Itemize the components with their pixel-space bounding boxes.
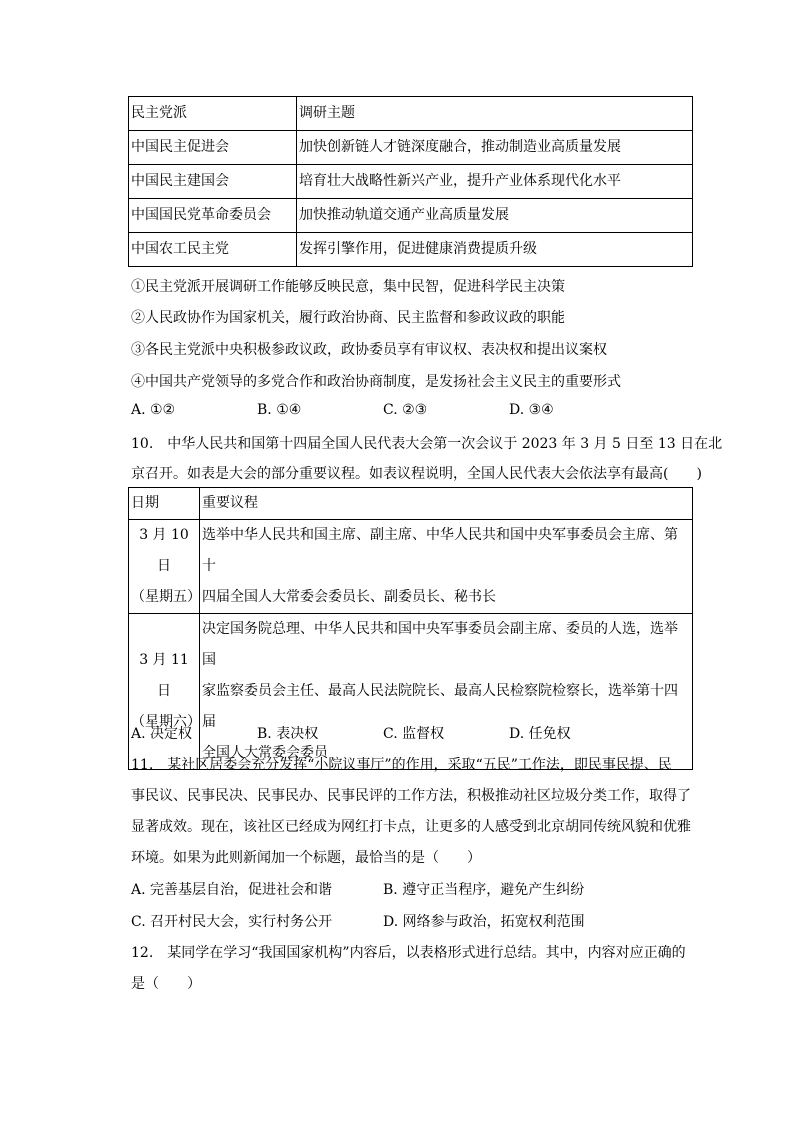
q11-option-d: D. 网络参与政治，拓宽权利范围 xyxy=(383,914,585,930)
table-cell: 中国国民党革命委员会 xyxy=(129,199,297,233)
date-text: 3 月 11 日 xyxy=(139,652,189,699)
q9-option-c: C. ②③ xyxy=(383,402,428,418)
weekday-text: （星期六） xyxy=(131,714,201,730)
q10-stem-line: 10. 中华人民共和国第十四届全国人民代表大会第一次会议于 2023 年 3 月 5 日至 13 日在北 xyxy=(131,436,723,452)
agenda-cell xyxy=(200,614,693,770)
q10-option-a: A. 决定权 xyxy=(131,726,193,742)
q11-option-c: C. 召开村民大会，实行村务公开 xyxy=(131,914,333,930)
agenda-line: 全国人大常委会委员 xyxy=(202,745,328,761)
agenda-line: 决定国务院总理、中华人民共和国中央军事委员会副主席、委员的人选，选举国 xyxy=(202,621,678,668)
table-header-row xyxy=(129,488,693,520)
q9-option-d: D. ③④ xyxy=(509,402,554,418)
table-cell: 中国农工民主党 xyxy=(129,233,297,267)
agenda-cell xyxy=(200,520,693,614)
date-text: 3 月 10 日 xyxy=(139,527,189,574)
table-cell: 中国民主建国会 xyxy=(129,165,297,199)
q9-option-b: B. ①④ xyxy=(257,402,302,418)
table-row xyxy=(129,614,693,770)
table-row xyxy=(129,520,693,614)
q11-stem-line: 环境。如果为此则新闻加一个标题，最恰当的是（ ） xyxy=(131,850,481,866)
agenda-line: 家监察委员会主任、最高人民法院院长、最高人民检察院检察长，选举第十四届 xyxy=(202,683,678,730)
q10-stem-line: 京召开。如表是大会的部分重要议程。如表议程说明，全国人民代表大会依法享有最高( ) xyxy=(131,466,702,482)
table-cell: 发挥引擎作用，促进健康消费提质升级 xyxy=(297,233,693,267)
table-header-cell: 民主党派 xyxy=(129,97,297,131)
table-header-cell: 重要议程 xyxy=(200,488,693,520)
table-row xyxy=(129,131,693,165)
q12-stem-line: 是（ ） xyxy=(131,976,201,992)
table-cell: 加快推动轨道交通产业高质量发展 xyxy=(297,199,693,233)
q10-option-b: B. 表决权 xyxy=(257,726,319,742)
statement-1: ①民主党派开展调研工作能够反映民意，集中民智，促进科学民主决策 xyxy=(131,279,565,295)
party-research-table xyxy=(128,96,693,267)
table-row xyxy=(129,199,693,233)
statement-3: ③各民主党派中央积极参政议政，政协委员享有审议权、表决权和提出议案权 xyxy=(131,342,607,358)
table-row xyxy=(129,165,693,199)
statement-4: ④中国共产党领导的多党合作和政治协商制度，是发扬社会主义民主的重要形式 xyxy=(131,374,621,390)
table-header-cell: 调研主题 xyxy=(297,97,693,131)
agenda-line: 四届全国人大常委会委员长、副委员长、秘书长 xyxy=(202,589,496,605)
q12-stem-line: 12. 某同学在学习“我国国家机构”内容后，以表格形式进行总结。其中，内容对应正确的 xyxy=(131,945,686,961)
table-cell: 加快创新链人才链深度融合，推动制造业高质量发展 xyxy=(297,131,693,165)
q10-option-d: D. 任免权 xyxy=(509,726,571,742)
q11-stem-line: 事民议、民事民决、民事民办、民事民评的工作方法，积极推动社区垃圾分类工作，取得了 xyxy=(131,788,691,804)
statement-2: ②人民政协作为国家机关，履行政治协商、民主监督和参政议政的职能 xyxy=(131,310,565,326)
table-cell: 中国民主促进会 xyxy=(129,131,297,165)
q11-stem-line: 显著成效。现在，该社区已经成为网红打卡点，让更多的人感受到北京胡同传统风貌和优雅 xyxy=(131,819,691,835)
q11-option-a: A. 完善基层自治，促进社会和谐 xyxy=(131,882,333,898)
table-cell: 培育壮大战略性新兴产业，提升产业体系现代化水平 xyxy=(297,165,693,199)
weekday-text: （星期五） xyxy=(131,589,201,605)
table-row xyxy=(129,233,693,267)
table-header-row xyxy=(129,97,693,131)
q11-option-b: B. 遵守正当程序，避免产生纠纷 xyxy=(383,882,585,898)
q11-stem-line: 11. 某社区居委会充分发挥“小院议事厅”的作用，采取“五民”工作法，即民事民提、民 xyxy=(131,757,672,773)
q10-option-c: C. 监督权 xyxy=(383,726,445,742)
table-header-cell: 日期 xyxy=(129,488,200,520)
date-cell xyxy=(129,520,200,614)
date-cell xyxy=(129,614,200,770)
agenda-line: 选举中华人民共和国主席、副主席、中华人民共和国中央军事委员会主席、第十 xyxy=(202,527,678,574)
q9-option-a: A. ①② xyxy=(131,402,176,418)
